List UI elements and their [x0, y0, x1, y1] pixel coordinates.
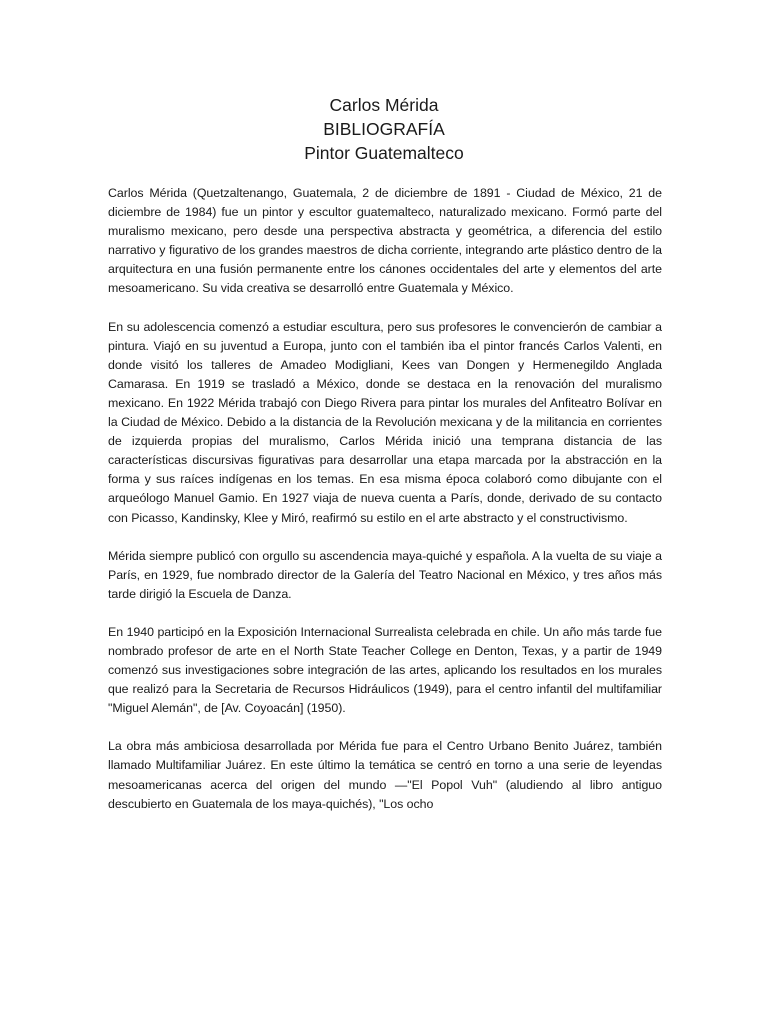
- title-name: Carlos Mérida: [329, 95, 439, 115]
- paragraph-heritage: Mérida siempre publicó con orgullo su ascendencia maya-quiché y española. A la vuelta de su viaje a París, en 1929, fue nombrado director de la Galería del Teatro Nacional en México, y tres años más tarde dirigió la Escuela de Danza.: [108, 548, 662, 601]
- title-heading: BIBLIOGRAFÍA: [323, 119, 445, 139]
- paragraph-1940: En 1940 participó en la Exposición Internacional Surrealista celebrada en chile. Un año más tarde fue nombrado profesor de arte en el North State Teacher College en Denton, Texas, y a partir de 1949 comenzó sus investigaciones sobre integración de las artes, aplicando los resultados en los murales que realizó para la Secretaria de Recursos Hidráulicos (1949), para el centro infantil del multifamiliar "Miguel Alemán", de [Av. Coyoacán] (1950).: [108, 624, 662, 716]
- document-title: [0, 93, 768, 165]
- paragraph-centro-urbano: La obra más ambiciosa desarrollada por Mérida fue para el Centro Urbano Benito Juárez, también llamado Multifamiliar Juárez. En este último la temática se centró en torno a una serie de leyendas mesoamericanas acerca del origen del mundo —"El Popol Vuh" (aludiendo al libro antiguo descubierto en Guatemala de los maya-quichés), "Los ocho: [108, 739, 662, 811]
- document-body: [108, 184, 662, 833]
- paragraph-youth: En su adolescencia comenzó a estudiar escultura, pero sus profesores le convencierón de cambiar a pintura. Viajó en su juventud a Europa, junto con el también iba el pintor francés Carlos Valenti, en donde visitó los talleres de Amadeo Modigliani, Kees van Dongen y Hermenegildo Anglada Camarasa. En 1919 se trasladó a México, donde se destaca en la renovación del muralismo mexicano. En 1922 Mérida trabajó con Diego Rivera para pintar los murales del Anfiteatro Bolívar en la Ciudad de México. Debido a la distancia de la Revolución mexicana y de la militancia en corrientes de izquierda propias del muralismo, Carlos Mérida inició una temprana distancia de las características discursivas figurativas para desarrollar una etapa marcada por la abstracción en la forma y sus raíces indígenas en los temas. En esa misma época colaboró como dibujante con el arqueólogo Manuel Gamio. En 1927 viaja de nueva cuenta a París, donde, derivado de su contacto con Picasso, Kandinsky, Klee y Miró, reafirmó su estilo en el arte abstracto y el constructivismo.: [108, 319, 662, 525]
- paragraph-intro: Carlos Mérida (Quetzaltenango, Guatemala, 2 de diciembre de 1891 - Ciudad de México, 21 de diciembre de 1984) fue un pintor y escultor guatemalteco, naturalizado mexicano. Formó parte del muralismo mexicano, pero desde una perspectiva abstracta y geométrica, a diferencia del estilo narrativo y figurativo de los grandes maestros de dicha corriente, integrando arte plástico dentro de la arquitectura en una fusión permanente entre los cánones occidentales del arte y elementos del arte mesoamericano. Su vida creativa se desarrolló entre Guatemala y México.: [108, 186, 662, 296]
- title-subtitle: Pintor Guatemalteco: [304, 143, 464, 163]
